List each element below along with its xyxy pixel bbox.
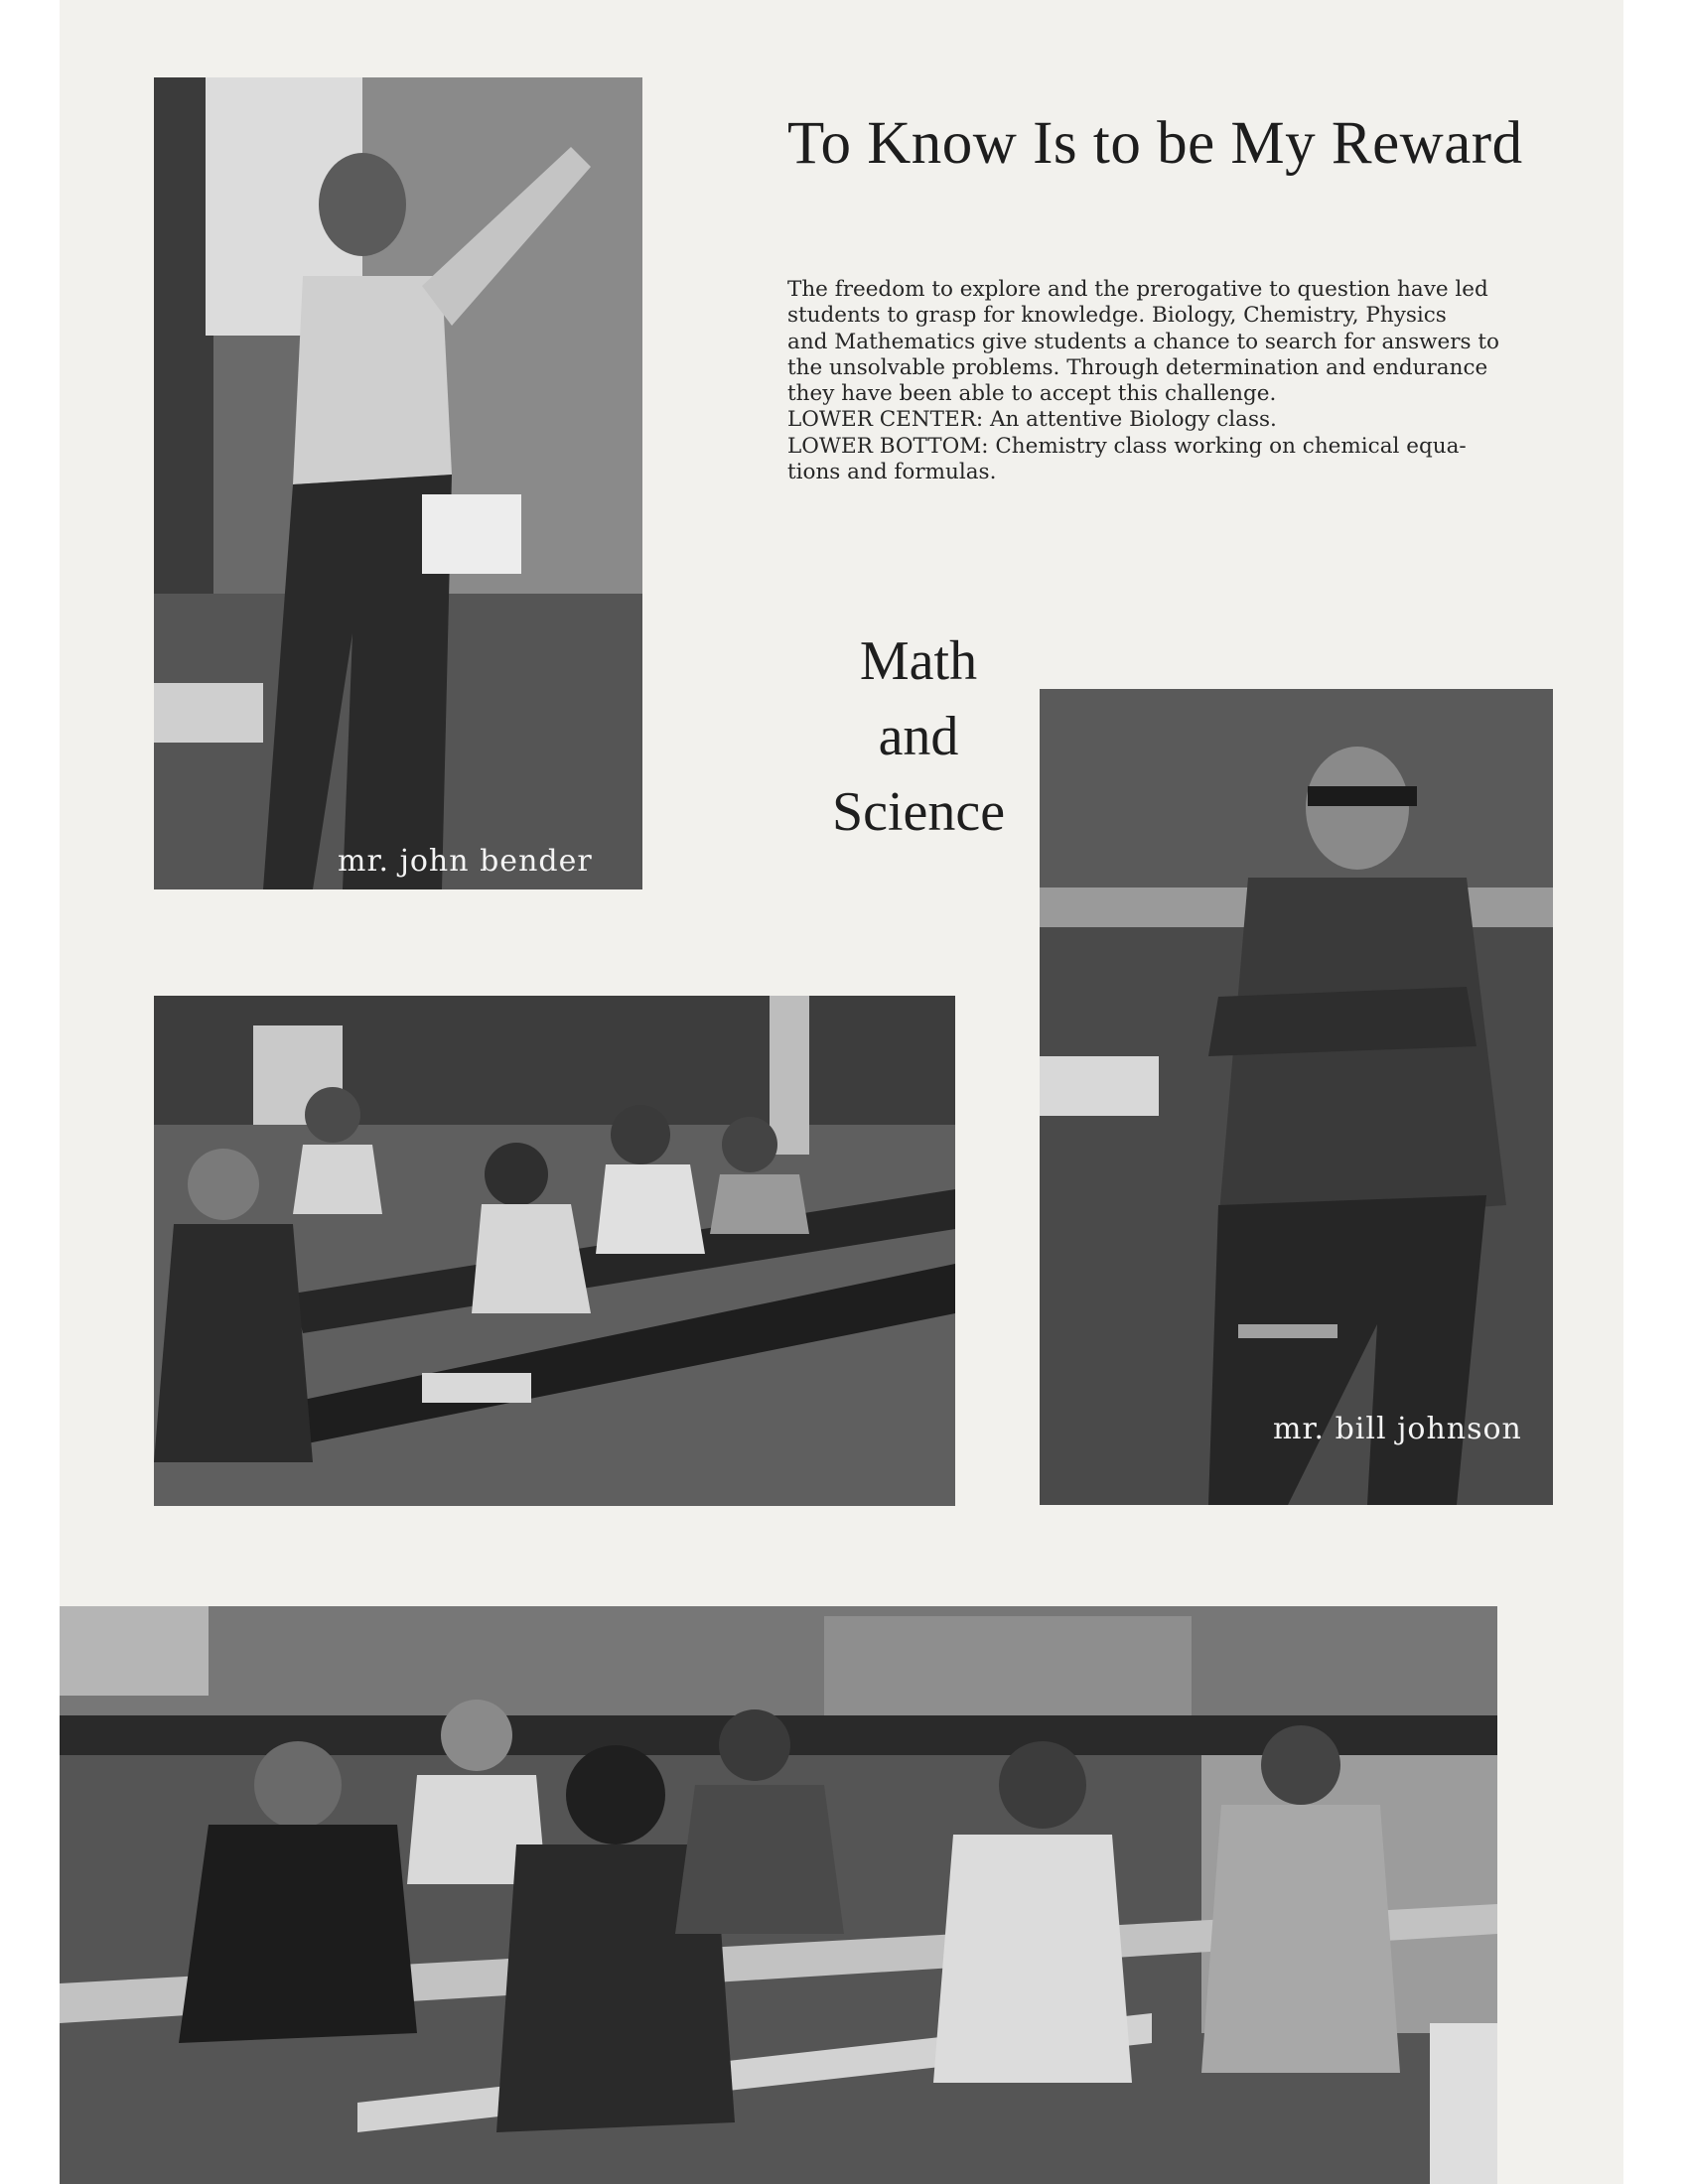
- body-line: LOWER CENTER: An attentive Biology class.: [787, 407, 1277, 433]
- photo-teacher-chalkboard: [154, 77, 642, 889]
- photo-biology-class: [154, 996, 955, 1506]
- page-title: To Know Is to be My Reward: [787, 110, 1523, 177]
- teacher-seated-illustration: [1040, 689, 1553, 1505]
- yearbook-page: [60, 0, 1623, 2184]
- body-line: they have been able to accept this challenge.: [787, 381, 1277, 407]
- body-line: The freedom to explore and the prerogative to question have led: [787, 277, 1488, 302]
- teacher-chalkboard-illustration: [154, 77, 642, 889]
- photo-chemistry-class: [60, 1606, 1497, 2184]
- body-line: tions and formulas.: [787, 460, 997, 485]
- photo-caption: mr. bill johnson: [1273, 1412, 1522, 1446]
- biology-class-illustration: [154, 996, 955, 1506]
- section-title: [755, 623, 1082, 850]
- body-line: and Mathematics give students a chance to search for answers to: [787, 329, 1500, 354]
- section-title-line: and: [878, 706, 959, 767]
- chemistry-class-illustration: [60, 1606, 1497, 2184]
- body-paragraph: [787, 277, 1582, 485]
- photo-teacher-seated: [1040, 689, 1553, 1505]
- body-line: LOWER BOTTOM: Chemistry class working on chemical equa-: [787, 433, 1467, 459]
- body-line: the unsolvable problems. Through determination and endurance: [787, 354, 1488, 380]
- section-title-line: Math: [859, 630, 978, 692]
- body-line: students to grasp for knowledge. Biology, Chemistry, Physics: [787, 303, 1447, 329]
- photo-caption: mr. john bender: [338, 844, 593, 879]
- section-title-line: Science: [831, 781, 1006, 843]
